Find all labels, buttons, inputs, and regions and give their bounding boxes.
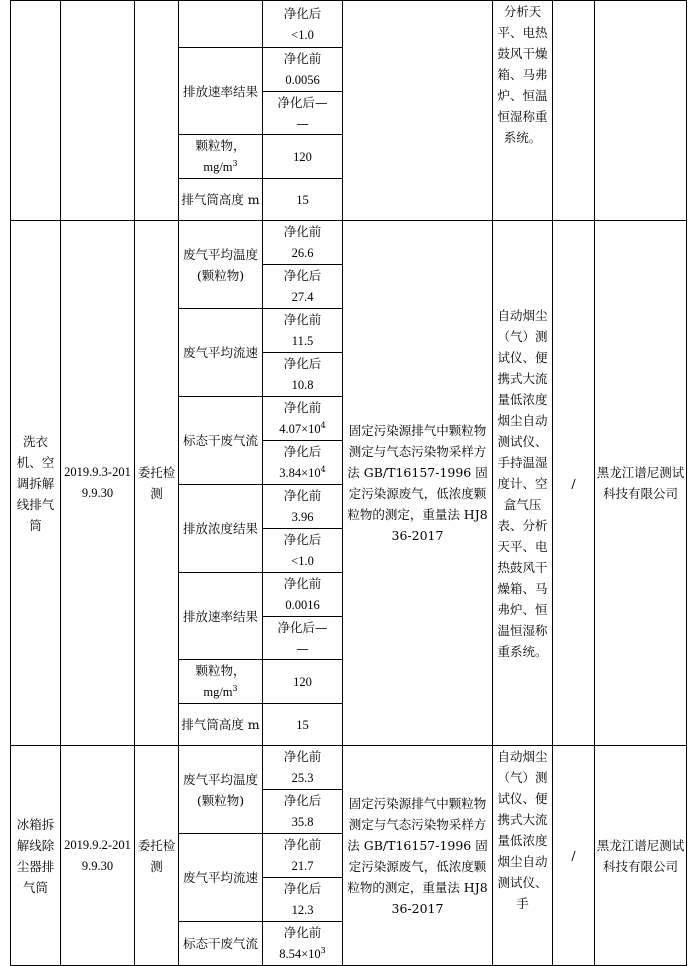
equipment-cell-fridge: 自动烟尘（气）测试仪、便携式大流量低浓度烟尘自动测试仪、手 bbox=[493, 746, 553, 966]
after-label: 净化后 bbox=[283, 444, 322, 459]
after-label: 净化后 bbox=[283, 5, 322, 21]
value-number: 3.84×10 bbox=[279, 466, 321, 480]
value-exp: 4 bbox=[320, 464, 326, 474]
before-label: 净化前 bbox=[283, 400, 322, 415]
after-label: 净化后 bbox=[283, 793, 322, 808]
before-label: 净化前 bbox=[283, 51, 322, 66]
before-label: 净化前 bbox=[283, 749, 322, 764]
org-cell-prev bbox=[595, 1, 687, 221]
date-cell-prev bbox=[61, 1, 135, 221]
value-cell bbox=[263, 441, 343, 485]
value-cell bbox=[263, 746, 343, 790]
param-label-concentration: 排放浓度结果 bbox=[179, 485, 263, 573]
param-label-temperature: 废气平均温度(颗粒物) bbox=[179, 746, 263, 834]
value-number: 27.4 bbox=[291, 290, 314, 304]
value-cell bbox=[263, 92, 343, 135]
monitoring-table bbox=[10, 0, 687, 966]
param-label-flow: 标态干废气流 bbox=[179, 397, 263, 485]
before-label: 净化前 bbox=[283, 576, 322, 591]
param-label-emission-rate: 排放速率结果 bbox=[179, 573, 263, 660]
source-cell-fridge: 冰箱拆解线除尘器排气筒 bbox=[11, 746, 61, 966]
type-cell-fridge: 委托检测 bbox=[135, 746, 179, 966]
param-label-emission-rate: 排放速率结果 bbox=[179, 48, 263, 135]
value-number: 15 bbox=[296, 717, 309, 732]
after-label: 净化后— bbox=[277, 95, 328, 110]
remark-cell-prev bbox=[553, 1, 595, 221]
value-number: 21.7 bbox=[291, 859, 314, 873]
equipment-cell-prev: 分析天平、电热鼓风干燥箱、马弗炉、恒温恒湿称重系统。 bbox=[493, 1, 553, 221]
value-number: 35.8 bbox=[291, 815, 314, 829]
value-exp: 4 bbox=[320, 420, 326, 430]
value-cell bbox=[263, 573, 343, 617]
value-dash: — bbox=[296, 116, 309, 131]
unit-label: mg/m bbox=[203, 160, 233, 174]
value-exp: 3 bbox=[320, 945, 326, 955]
unit-exp: 3 bbox=[232, 683, 238, 693]
value-cell bbox=[263, 529, 343, 573]
value-number: 0.0056 bbox=[285, 73, 320, 87]
param-label-stack-height: 排气筒高度 m bbox=[179, 704, 263, 746]
value-cell bbox=[263, 48, 343, 92]
value-dash: — bbox=[296, 641, 309, 656]
source-cell-washer: 洗衣机、空调拆解线排气筒 bbox=[11, 221, 61, 746]
after-label: 净化后 bbox=[283, 268, 322, 283]
unit-label: mg/m bbox=[203, 685, 233, 699]
param-label-cell-prev bbox=[179, 1, 263, 48]
param-label-velocity: 废气平均流速 bbox=[179, 834, 263, 922]
org-cell-fridge: 黑龙江谱尼测试科技有限公司 bbox=[595, 746, 687, 966]
remark-cell-fridge: / bbox=[553, 746, 595, 966]
value-number: <1.0 bbox=[291, 27, 314, 42]
source-cell-prev bbox=[11, 1, 61, 221]
value-cell bbox=[263, 353, 343, 397]
type-cell-washer: 委托检测 bbox=[135, 221, 179, 746]
unit-exp: 3 bbox=[232, 158, 238, 168]
value-cell bbox=[263, 221, 343, 265]
value-number: 26.6 bbox=[291, 246, 314, 260]
value-cell bbox=[263, 922, 343, 966]
value-number: 25.3 bbox=[291, 771, 314, 785]
date-cell-washer: 2019.9.3-2019.9.30 bbox=[61, 221, 135, 746]
value-cell bbox=[263, 617, 343, 660]
method-cell-prev bbox=[343, 1, 493, 221]
after-label: 净化后 bbox=[283, 356, 322, 371]
remark-cell-washer: / bbox=[553, 221, 595, 746]
value-cell bbox=[263, 790, 343, 834]
param-label-temperature: 废气平均温度(颗粒物) bbox=[179, 221, 263, 309]
value-cell bbox=[263, 265, 343, 309]
type-cell-prev bbox=[135, 1, 179, 221]
param-label-velocity: 废气平均流速 bbox=[179, 309, 263, 397]
value-number: 11.5 bbox=[291, 334, 314, 348]
method-cell-fridge: 固定污染源排气中颗粒物测定与气态污染物采样方法 GB/T16157-1996 固定污染源废气，低浓度颗粒物的测定，重量法 HJ836-2017 bbox=[343, 746, 493, 966]
value-number: 3.96 bbox=[291, 510, 314, 524]
equipment-cell-washer: 自动烟尘（气）测试仪、便携式大流量低浓度烟尘自动测试仪、手持温湿度计、空盒气压表、分析天平、电热鼓风干燥箱、马弗炉、恒温恒湿称重系统。 bbox=[493, 221, 553, 746]
org-cell-washer: 黑龙江谱尼测试科技有限公司 bbox=[595, 221, 687, 746]
before-label: 净化前 bbox=[283, 224, 322, 239]
value-cell bbox=[263, 309, 343, 353]
param-label-particle bbox=[179, 135, 263, 179]
value-number: 120 bbox=[293, 674, 312, 689]
date-cell-fridge: 2019.9.2-2019.9.30 bbox=[61, 746, 135, 966]
value-cell bbox=[263, 704, 343, 746]
value-number: <1.0 bbox=[291, 554, 314, 568]
value-number: 0.0016 bbox=[285, 598, 320, 612]
value-cell bbox=[263, 397, 343, 441]
particle-label: 颗粒物， bbox=[195, 663, 246, 678]
before-label: 净化前 bbox=[283, 925, 322, 940]
method-cell-washer: 固定污染源排气中颗粒物测定与气态污染物采样方法 GB/T16157-1996 固定污染源废气，低浓度颗粒物的测定，重量法 HJ836-2017 bbox=[343, 221, 493, 746]
value-number: 120 bbox=[293, 149, 312, 164]
value-cell bbox=[263, 179, 343, 221]
after-label: 净化后 bbox=[283, 881, 322, 896]
value-number: 8.54×10 bbox=[279, 947, 321, 961]
value-cell bbox=[263, 834, 343, 878]
value-cell bbox=[263, 485, 343, 529]
after-label: 净化后— bbox=[277, 620, 328, 635]
value-cell bbox=[263, 878, 343, 922]
before-label: 净化前 bbox=[283, 488, 322, 503]
value-cell bbox=[263, 660, 343, 704]
param-label-particle bbox=[179, 660, 263, 704]
value-number: 15 bbox=[296, 192, 309, 207]
value-cell bbox=[263, 1, 343, 48]
value-number: 10.8 bbox=[291, 378, 314, 392]
before-label: 净化前 bbox=[283, 312, 322, 327]
param-label-stack-height: 排气筒高度 m bbox=[179, 179, 263, 221]
param-label-flow: 标态干废气流 bbox=[179, 922, 263, 966]
after-label: 净化后 bbox=[283, 532, 322, 547]
value-cell bbox=[263, 135, 343, 179]
particle-label: 颗粒物， bbox=[195, 138, 246, 153]
value-number: 4.07×10 bbox=[279, 422, 321, 436]
value-number: 12.3 bbox=[291, 903, 314, 917]
before-label: 净化前 bbox=[283, 837, 322, 852]
